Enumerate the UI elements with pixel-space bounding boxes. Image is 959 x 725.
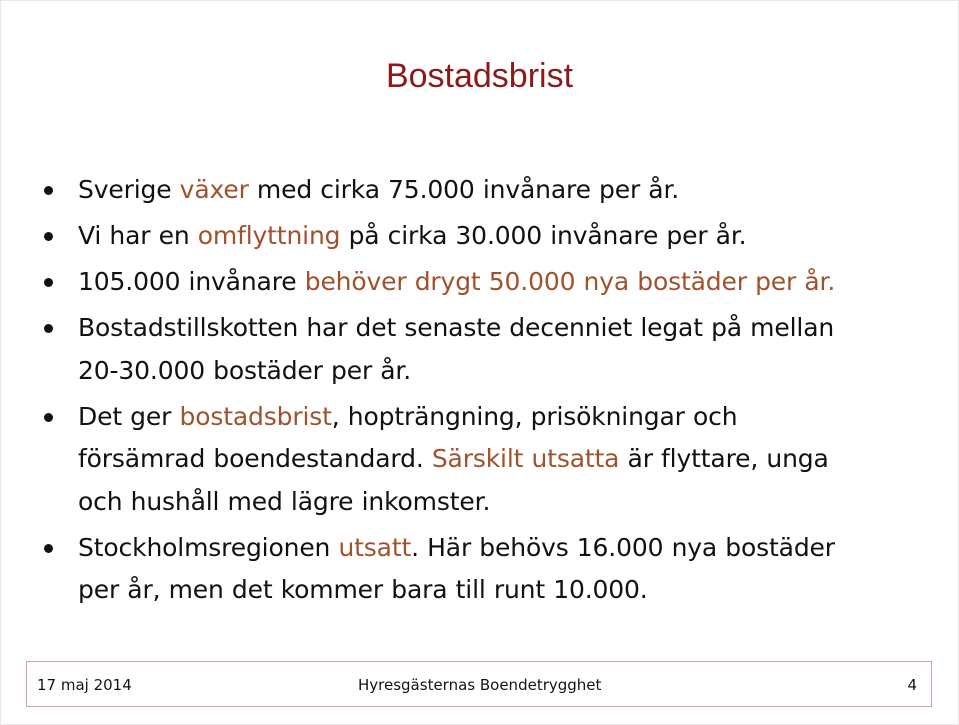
bullet-dot-icon [44, 278, 53, 287]
bullet-dot-icon [44, 324, 53, 333]
bullet-text: försämrad boendestandard. [78, 444, 432, 473]
bullet-text: på cirka 30.000 invånare per år. [340, 221, 747, 250]
bullet-text: är flyttare, unga [619, 444, 829, 473]
bullet-item [44, 527, 924, 612]
bullet-text: Vi har en [78, 221, 198, 250]
highlighted-text: Särskilt utsatta [431, 444, 620, 473]
bullet-text: 20-30.000 bostäder per år. [78, 355, 412, 385]
bullet-item [44, 396, 924, 524]
bullet-text: , hopträngning, prisökningar och [331, 401, 738, 431]
bullet-list [44, 169, 924, 612]
highlighted-text: bostadsbrist [179, 401, 332, 431]
bullet-dot-icon [44, 413, 53, 422]
slide-title: Bostadsbrist [385, 57, 574, 95]
footer-date: 17 maj 2014 [37, 676, 132, 694]
bullet-text: Stockholmsregionen [78, 532, 339, 562]
bullet-dot-icon [44, 232, 53, 241]
bullet-item [44, 215, 924, 258]
bullet-text: med cirka 75.000 invånare per år. [248, 175, 680, 204]
bullet-item [44, 307, 924, 392]
footer-page-number: 4 [907, 676, 917, 694]
highlighted-text: omflyttning [197, 221, 341, 250]
bullet-dot-icon [44, 544, 53, 553]
highlighted-text: utsatt [338, 532, 412, 562]
bullet-dot-icon [44, 186, 53, 195]
highlighted-text: behöver drygt 50.000 nya bostäder per år. [304, 267, 836, 296]
footer-organization: Hyresgästernas Boendetrygghet [358, 676, 602, 694]
bullet-text: 105.000 invånare [78, 267, 305, 296]
bullet-text: Sverige [78, 175, 180, 204]
bullet-text: Det ger [78, 401, 180, 431]
bullet-text: Bostadstillskotten har det senaste decenniet legat på mellan [78, 313, 835, 342]
bullet-text: per år, men det kommer bara till runt 10.000. [78, 575, 648, 604]
slide-footer [26, 661, 932, 707]
bullet-text: . Här behövs 16.000 nya bostäder [411, 532, 835, 562]
bullet-item [44, 261, 924, 304]
highlighted-text: växer [179, 175, 249, 204]
bullet-text: och hushåll med lägre inkomster. [78, 486, 491, 516]
bullet-item [44, 169, 924, 212]
